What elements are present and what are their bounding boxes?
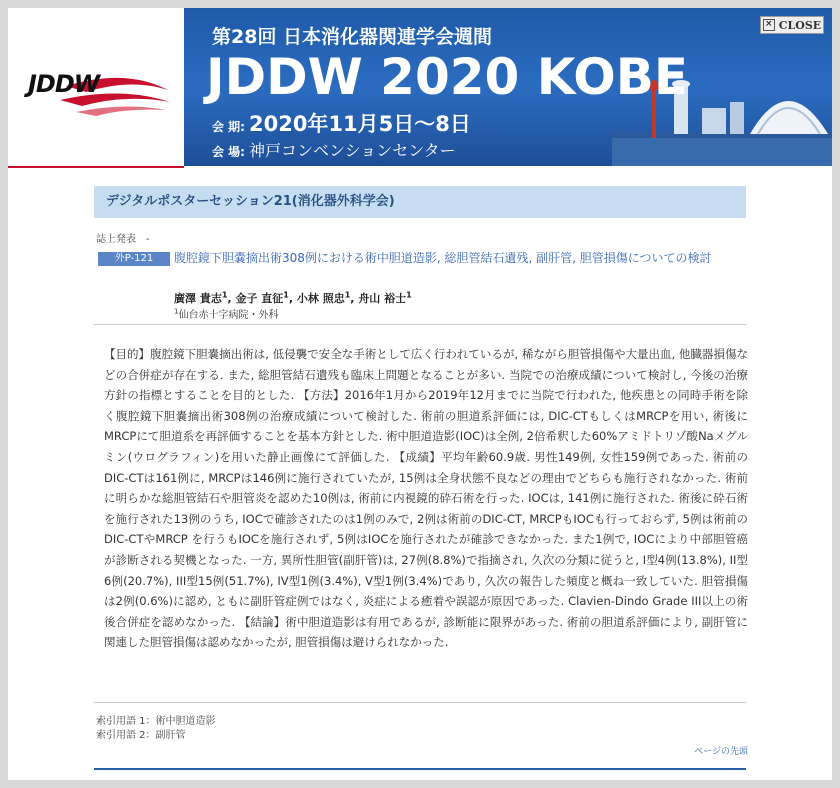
divider <box>94 324 746 325</box>
logo-text: JDDW <box>28 70 100 98</box>
author-affiliation-mark: 1 <box>344 290 351 300</box>
banner-date <box>212 108 471 138</box>
author-affiliation-mark: 1 <box>406 290 412 300</box>
footer-line <box>94 768 746 770</box>
author-affiliation-mark: 1 <box>283 290 289 300</box>
close-icon: × <box>763 19 775 31</box>
date-value: 2020年11月5日～8日 <box>248 112 471 136</box>
author-list: 廣澤 貴志$^1$, 金子 直征$^1$, 小林 照忠$^1$, 舟山 裕士$^1$ <box>174 290 412 305</box>
banner-subtitle: 第28回 日本消化器関連学会週間 <box>212 26 493 48</box>
banner <box>184 8 832 166</box>
affiliation-text: 仙台赤十字病院・外科 <box>178 310 279 321</box>
affiliation <box>174 306 278 321</box>
close-button[interactable] <box>760 16 824 34</box>
author-affiliation-mark: 1 <box>221 290 228 300</box>
keyword-2: 索引用語 2：副肝管 <box>96 730 186 741</box>
keyword-1: 索引用語 1：術中胆道造影 <box>96 716 216 727</box>
abstract-id-badge: 外P-121 <box>98 252 170 266</box>
author-name: 小林 照忠 <box>296 292 345 305</box>
page-top-link[interactable]: ページの先頭 <box>694 747 748 757</box>
date-label: 会 期: <box>212 120 245 134</box>
venue-value: 神戸コンベンションセンター <box>248 141 456 160</box>
author-name: 舟山 裕士 <box>358 292 407 305</box>
close-label: CLOSE <box>778 18 822 32</box>
author-name: 廣澤 貴志 <box>174 292 222 305</box>
publication-status: 誌上発表 - <box>96 234 150 245</box>
abstract-title: 腹腔鏡下胆嚢摘出術308例における術中胆道造影, 総胆管結石遺残, 副肝管, 胆管損傷についての検討 <box>174 251 712 265</box>
venue-label: 会 場: <box>212 145 245 159</box>
banner-title: JDDW 2020 KOBE <box>206 48 689 106</box>
session-title: デジタルポスターセッション21(消化器外科学会) <box>94 186 746 218</box>
author-name: 金子 直征 <box>235 292 284 305</box>
affiliation-mark: 1 <box>174 307 179 316</box>
divider <box>94 702 746 703</box>
banner-venue <box>212 138 456 161</box>
logo-area <box>8 8 184 168</box>
header <box>8 8 832 166</box>
page-frame <box>8 8 832 780</box>
abstract-body: 【目的】腹腔鏡下胆嚢摘出術は, 低侵襲で安全な手術として広く行われているが, 稀ながら胆管損傷や大量出血, 他臓器損傷などの合併症が存在する. また, 総胆管結石遺残も臨床上問題となることが多い. 当院での治療成績について検討し, 今後の治療方針の指標とすることを目的とした. 【方法】2016年1月から2019年12月までに当院で行われた, 他疾患との同時手術を除く腹腔鏡下胆嚢摘出術308例の治療成績について検討した. 術前の胆道系評価には, DIC-CTもしくはMRCPを用い, 術後にMRCPにて胆道系を再評価することを基本方針とした. 術中胆道造影(IOC)は全例, 2倍希釈した60%アミドトリゾ酸Naメグルミン(ウログラフィン)を用いた静止画像にて評価した. 【成績】平均年齢60.9歳. 男性149例, 女性159例であった. 術前のDIC-CTは161例に, MRCPは146例に施行されていたが, 15例は全身状態不良などの理由でどちらも施行されなかった. 術前に明らかな総胆管結石や胆管炎を認めた10例は, 術前に内視鏡的砕石術を行った. IOCは, 141例に施行された. 術後に砕石術を施行された13例のうち, IOCで確診されたのは1例のみで, 2例は術前のDIC-CT, MRCPもIOCも行っておらず, 5例は術前のDIC-CTやMRCP を行うもIOCを施行されず, 5例はIOCを施行されたが確診できなかった. また1例で, IOCにより中部胆管癌が診断される契機となった. 一方, 異所性胆管(副肝管)は, 27例(8.8%)で指摘され, 久次の分類に従うと, I型4例(13.8%), II型6例(20.7%), III型15例(51.7%), IV型1例(3.4%), V型1例(3.4%)であり, 久次の報告した頻度と概ね一致していた. 胆管損傷は2例(0.6%)に認め, ともに副肝管症例ではなく, 炎症による癒着や誤認が原因であった. Clavien-Dindo Grade III以上の術後合併症を認めなかった. 【結論】術中胆道造影は有用であるが, 診断能に限界があった. 術前の胆道系評価により, 副肝管に関連した胆管損傷は認めなかったが, 胆管損傷は避けられなかった. <box>104 347 748 650</box>
